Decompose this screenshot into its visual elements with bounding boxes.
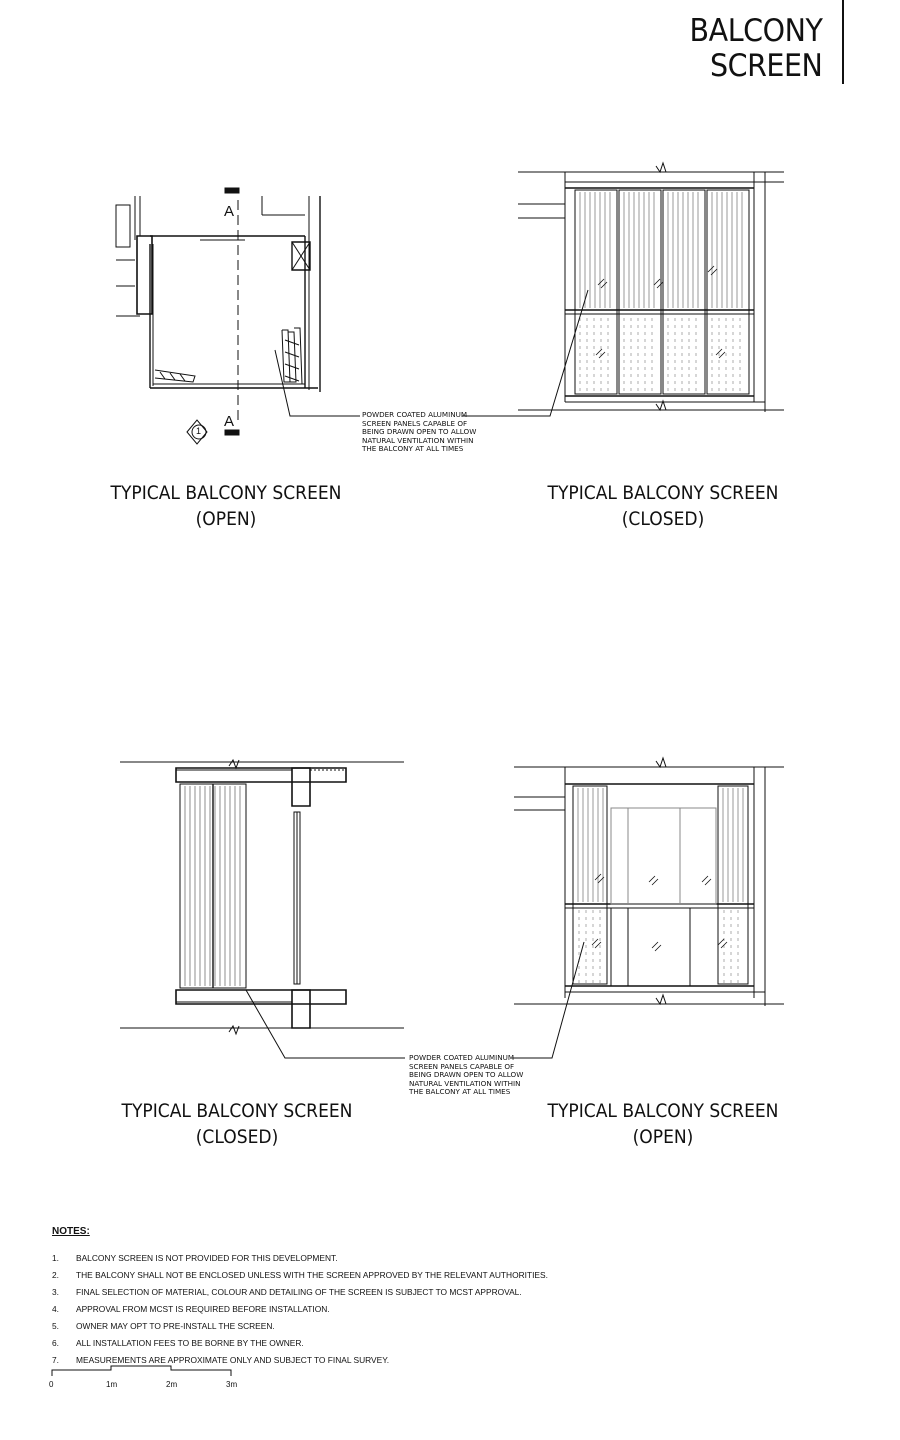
note-text: FINAL SELECTION OF MATERIAL, COLOUR AND DETAILING OF THE SCREEN IS SUBJECT TO MCST APPROVAL.	[76, 1287, 522, 1297]
scale-bar-line	[52, 1366, 231, 1376]
note-number: 3.	[52, 1287, 59, 1297]
callout-line: BEING DRAWN OPEN TO ALLOW	[362, 427, 477, 437]
note-text: MEASUREMENTS ARE APPROXIMATE ONLY AND SUBJECT TO FINAL SURVEY.	[76, 1355, 390, 1365]
caption-line1: TYPICAL BALCONY SCREEN	[547, 1100, 779, 1122]
note-text: OWNER MAY OPT TO PRE-INSTALL THE SCREEN.	[76, 1321, 275, 1331]
note-text: THE BALCONY SHALL NOT BE ENCLOSED UNLESS WITH THE SCREEN APPROVED BY THE RELEVANT AUTHORITIES.	[76, 1270, 548, 1280]
note-number: 6.	[52, 1338, 59, 1348]
section-mark-top: A	[224, 203, 235, 220]
note-text: BALCONY SCREEN IS NOT PROVIDED FOR THIS DEVELOPMENT.	[76, 1253, 338, 1263]
callout-line: SCREEN PANELS CAPABLE OF	[409, 1061, 515, 1071]
note-number: 5.	[52, 1321, 59, 1331]
caption-line2: (CLOSED)	[195, 1126, 279, 1148]
drawing-title-line2: SCREEN	[709, 48, 822, 84]
drawing-title-line1: BALCONY	[689, 13, 822, 49]
notes-heading: NOTES:	[52, 1226, 90, 1237]
detail-ref-number: 1	[196, 426, 202, 436]
caption-line1: TYPICAL BALCONY SCREEN	[547, 482, 779, 504]
caption-line2: (OPEN)	[632, 1126, 694, 1148]
callout-line: POWDER COATED ALUMINUM	[362, 410, 468, 419]
note-number: 4.	[52, 1304, 59, 1314]
scale-label-0: 0	[49, 1380, 54, 1389]
note-text: ALL INSTALLATION FEES TO BE BORNE BY THE OWNER.	[76, 1338, 304, 1348]
note-text: APPROVAL FROM MCST IS REQUIRED BEFORE INSTALLATION.	[76, 1304, 330, 1314]
caption-line1: TYPICAL BALCONY SCREEN	[110, 482, 342, 504]
callout-line: SCREEN PANELS CAPABLE OF	[362, 418, 468, 428]
note-number: 7.	[52, 1355, 59, 1365]
caption-line2: (OPEN)	[195, 508, 257, 530]
caption-line2: (CLOSED)	[621, 508, 705, 530]
callout-line: THE BALCONY AT ALL TIMES	[362, 444, 464, 454]
section-mark-bottom: A	[224, 413, 235, 430]
caption-line1: TYPICAL BALCONY SCREEN	[121, 1100, 353, 1122]
callout-line: POWDER COATED ALUMINUM	[409, 1053, 515, 1062]
callout-line: BEING DRAWN OPEN TO ALLOW	[409, 1070, 524, 1080]
note-number: 1.	[52, 1253, 59, 1263]
callout-line: NATURAL VENTILATION WITHIN	[409, 1078, 521, 1088]
scale-label-3m: 3m	[226, 1380, 238, 1389]
callout-line: THE BALCONY AT ALL TIMES	[409, 1087, 511, 1097]
callout-line: NATURAL VENTILATION WITHIN	[362, 435, 474, 445]
note-number: 2.	[52, 1270, 59, 1280]
scale-label-1m: 1m	[106, 1380, 118, 1389]
scale-label-2m: 2m	[166, 1380, 178, 1389]
